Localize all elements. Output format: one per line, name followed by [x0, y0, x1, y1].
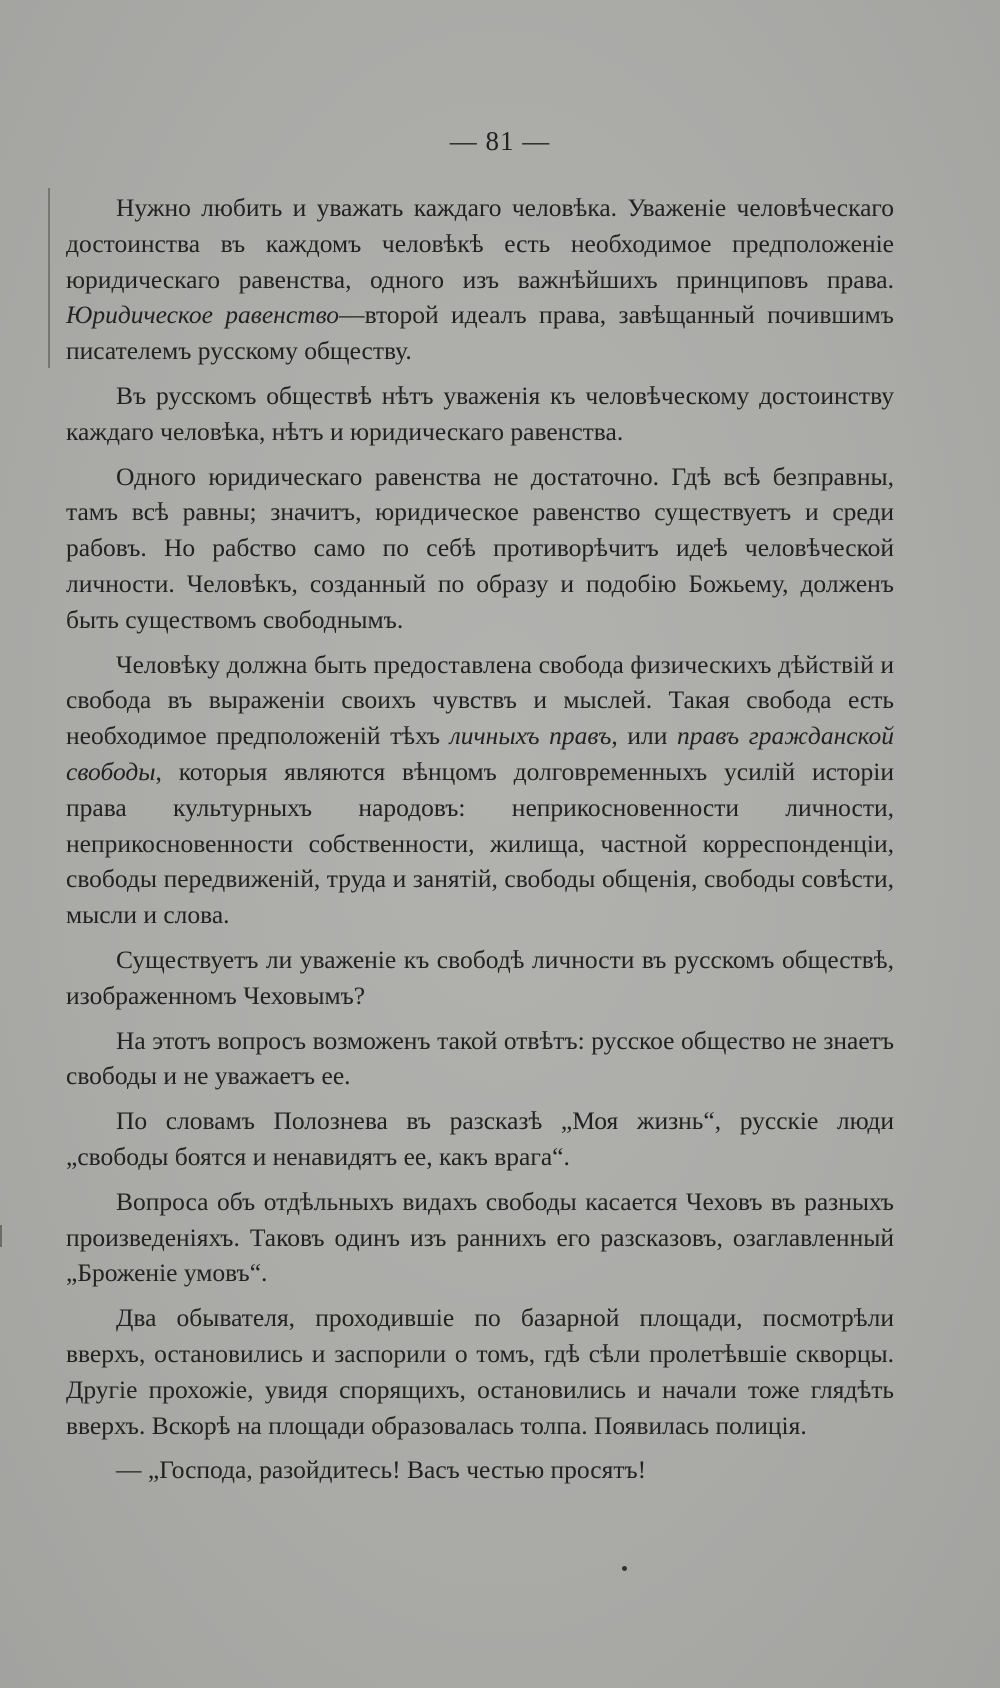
paragraph: Два обывателя, проходившіе по базарной площади, посмотрѣли вверхъ, остановились и заспорили о томъ, гдѣ сѣли пролетѣвшіе скворцы. Другіе прохожіе, увидя спорящихъ, остановились и начали тоже глядѣть вверхъ. Вскорѣ на площади образовалась толпа. Появилась полиція.	[66, 1303, 894, 1440]
paragraph: По словамъ Полознева въ разсказѣ „Моя жизнь“, русскіе люди „свободы боятся и ненавидятъ ее, какъ врага“.	[66, 1106, 894, 1171]
page-number: — 81 —	[449, 126, 551, 156]
text-run: , или	[611, 721, 677, 751]
paragraph: — „Господа, разойдитесь! Васъ честью просятъ!	[116, 1455, 647, 1485]
text-run: , которыя являются вѣнцомъ долговременныхъ усилій исторіи права культурныхъ народовъ: неприкосновенности личности, неприкосновенности собственности, жилища, частной корреспонденціи, свободы передвиженій, труда и занятій, свободы общенія, свободы совѣсти, мысли и слова.	[66, 756, 894, 930]
margin-line	[48, 188, 50, 368]
paragraph: Одного юридическаго равенства не достаточно. Гдѣ всѣ безправны, тамъ всѣ равны; значитъ, юридическое равенство существуетъ и среди рабовъ. Но рабство само по себѣ противорѣчитъ идеѣ человѣческой личности. Человѣкъ, созданный по образу и подобію Божьему, долженъ быть существомъ свободнымъ.	[66, 461, 894, 634]
margin-mark	[0, 1225, 2, 1247]
paragraph	[66, 647, 894, 933]
paragraph: Въ русскомъ обществѣ нѣтъ уваженія къ человѣческому достоинству каждаго человѣка, нѣтъ и юридическаго равенства.	[66, 380, 894, 446]
print-speck	[622, 1566, 627, 1571]
text-run: Нужно любить и уважать каждаго человѣка. Уваженіе человѣческаго достоинства въ каждомъ человѣкѣ есть необходимое предположеніе юридическаго равенства, одного изъ важнѣйшихъ принциповъ права.	[66, 193, 894, 294]
italic-term: личныхъ правъ	[449, 721, 612, 751]
paragraph: Существуетъ ли уваженіе къ свободѣ личности въ русскомъ обществѣ, изображенномъ Чеховымъ?	[66, 944, 894, 1010]
body-text	[66, 190, 894, 1497]
text-run: Человѣку должна быть предоставлена свобода физическихъ дѣйствій и свобода въ выраженіи своихъ чувствъ и мыслей. Такая свобода есть необходимое предположеній тѣхъ	[66, 649, 894, 751]
paragraph: Вопроса объ отдѣльныхъ видахъ свободы касается Чеховъ въ разныхъ произведеніяхъ. Таковъ одинъ изъ раннихъ его разсказовъ, озаглавленный „Броженіе умовъ“.	[66, 1186, 894, 1288]
paragraph	[66, 190, 894, 369]
paragraph: На этотъ вопросъ возможенъ такой отвѣтъ: русское общество не знаетъ свободы и не уважаетъ ее.	[66, 1025, 894, 1091]
italic-term: правъ гражданской свободы	[66, 721, 894, 786]
text-run: —второй идеалъ права, завѣщанный почившимъ писателемъ русскому обществу.	[66, 300, 894, 366]
italic-term: Юридическое равенство	[66, 300, 340, 330]
